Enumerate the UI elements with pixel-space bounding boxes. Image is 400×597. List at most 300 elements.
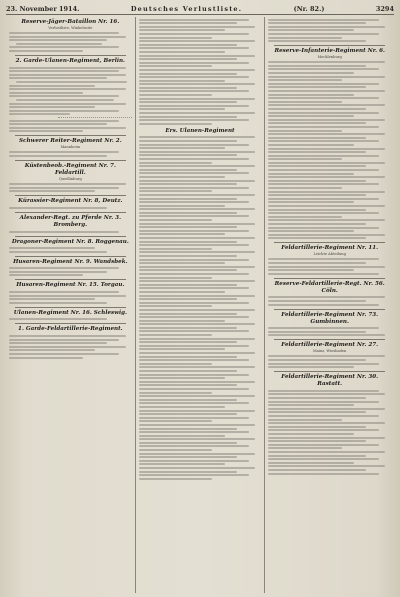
text-line <box>139 413 237 415</box>
text-line <box>268 469 366 471</box>
text-line <box>268 258 378 260</box>
text-line <box>139 356 237 358</box>
text-line <box>16 81 126 83</box>
text-line <box>268 419 342 421</box>
section <box>9 19 132 52</box>
section-heading: Reserve-Jäger-Bataillon Nr. 16. <box>21 19 120 25</box>
text-line <box>139 37 213 39</box>
text-line <box>139 445 249 447</box>
text-line <box>16 43 102 45</box>
text-line <box>268 90 385 92</box>
text-line <box>139 251 256 253</box>
header-date: 23. November 1914. <box>6 4 80 13</box>
text-line <box>139 87 237 89</box>
text-line <box>139 399 237 401</box>
text-line <box>268 205 385 207</box>
text-line <box>268 359 366 361</box>
text-line <box>268 266 385 268</box>
text-line <box>139 392 213 394</box>
dotted-separator <box>58 117 132 118</box>
text-line <box>9 32 119 34</box>
text-line <box>268 300 366 302</box>
text-line <box>268 176 385 178</box>
section-heading: Feldartillerie-Regiment Nr. 27. <box>281 342 379 349</box>
text-line <box>139 374 249 376</box>
section-heading: Ers. Ulanen-Regiment <box>165 127 235 134</box>
divider <box>15 236 126 237</box>
text-line <box>9 151 119 153</box>
text-line <box>9 183 126 185</box>
section <box>268 245 391 274</box>
text-line <box>139 244 249 246</box>
text-line <box>139 287 249 289</box>
text-line <box>268 462 354 464</box>
text-line <box>139 237 256 239</box>
page-header <box>6 3 394 15</box>
text-line <box>139 463 225 465</box>
divider <box>15 323 126 324</box>
text-line <box>9 335 126 337</box>
text-line <box>139 76 249 78</box>
text-line <box>9 110 119 112</box>
text-line <box>9 339 119 341</box>
text-line <box>268 212 378 214</box>
text-line <box>139 198 237 200</box>
section <box>9 198 132 209</box>
text-line <box>139 212 237 214</box>
text-line <box>139 366 256 368</box>
text-line <box>268 366 354 368</box>
text-line <box>139 471 237 473</box>
text-line <box>9 92 83 94</box>
text-line <box>139 223 256 225</box>
text-line <box>139 201 249 203</box>
text-line <box>139 384 237 386</box>
text-line <box>139 241 237 243</box>
text-line <box>139 410 256 412</box>
text-line <box>139 323 256 325</box>
text-line <box>139 47 249 49</box>
section <box>9 259 132 277</box>
text-line <box>139 298 237 300</box>
text-line <box>268 455 366 457</box>
text-line <box>268 122 366 124</box>
text-line <box>9 207 107 209</box>
text-line <box>139 435 225 437</box>
text-line <box>139 341 237 343</box>
text-line <box>139 40 256 42</box>
text-line <box>139 460 249 462</box>
text-line <box>9 77 107 79</box>
text-line <box>9 95 119 97</box>
text-line <box>139 453 256 455</box>
text-line <box>268 68 378 70</box>
text-line <box>139 165 256 167</box>
text-line <box>9 120 119 122</box>
text-line <box>139 467 256 469</box>
section-heading: Reserve-Infanterie-Regiment Nr. 6. <box>274 48 385 55</box>
divider <box>274 339 385 340</box>
text-line <box>139 330 249 332</box>
divider <box>274 45 385 46</box>
section-heading: Kürassier-Regiment Nr. 8, Deutz. <box>18 198 123 205</box>
text-line <box>268 219 385 221</box>
text-line <box>268 296 385 298</box>
text-line <box>268 165 366 167</box>
text-line <box>268 237 366 239</box>
text-line <box>268 29 354 31</box>
text-line <box>9 357 83 359</box>
text-line <box>268 433 354 435</box>
text-line <box>268 173 354 175</box>
text-line <box>139 377 225 379</box>
text-line <box>139 123 213 125</box>
text-line <box>139 428 237 430</box>
section <box>268 281 391 306</box>
header-page-number: 3294 <box>375 4 394 13</box>
section <box>268 374 391 474</box>
section-heading: Schwerer Reiter-Regiment Nr. 2. <box>19 138 122 145</box>
text-line <box>268 79 342 81</box>
text-line <box>268 26 385 28</box>
text-line <box>139 478 213 480</box>
text-line <box>268 61 385 63</box>
text-line <box>268 429 378 431</box>
text-line <box>268 198 378 200</box>
text-line <box>139 295 256 297</box>
text-line <box>139 112 256 114</box>
text-line <box>268 355 385 357</box>
text-line <box>268 426 366 428</box>
text-line <box>139 302 249 304</box>
section <box>9 282 132 303</box>
section-subheading: Mainz, Wiesbaden <box>312 349 347 354</box>
text-line <box>9 274 83 276</box>
text-line <box>268 119 385 121</box>
text-line <box>268 104 385 106</box>
text-line <box>139 348 225 350</box>
text-line <box>139 158 249 160</box>
text-line <box>139 51 225 53</box>
text-line <box>139 269 237 271</box>
text-line <box>268 22 366 24</box>
text-line <box>139 94 213 96</box>
text-line <box>268 137 366 139</box>
text-line <box>139 406 225 408</box>
text-line <box>139 456 237 458</box>
text-line <box>9 353 119 355</box>
text-line <box>139 22 237 24</box>
text-columns <box>6 17 394 593</box>
divider <box>15 135 126 136</box>
text-line <box>139 316 249 318</box>
text-line <box>9 187 119 189</box>
text-line <box>268 269 354 271</box>
text-line <box>139 291 225 293</box>
section-subheading: Leichte Abteilung <box>313 252 346 257</box>
text-line <box>268 216 342 218</box>
text-line <box>268 390 378 392</box>
text-line <box>268 126 378 128</box>
text-line <box>268 148 385 150</box>
text-line <box>268 72 354 74</box>
text-line <box>139 162 213 164</box>
text-line <box>139 144 249 146</box>
text-line <box>268 97 378 99</box>
text-line <box>139 55 256 57</box>
text-line <box>268 183 378 185</box>
text-line <box>139 388 249 390</box>
text-line <box>9 103 126 105</box>
text-line <box>139 327 237 329</box>
divider <box>15 212 126 213</box>
text-line <box>268 140 378 142</box>
text-line <box>268 397 366 399</box>
text-line <box>139 305 213 307</box>
text-line <box>139 69 256 71</box>
column-left <box>6 17 135 593</box>
section-heading: 1. Garde-Feldartillerie-Regiment. <box>18 326 123 333</box>
text-line <box>139 44 237 46</box>
text-line <box>139 266 256 268</box>
text-line <box>139 215 249 217</box>
text-line <box>268 194 366 196</box>
text-line <box>9 251 107 253</box>
text-line <box>139 33 249 35</box>
section <box>9 138 132 157</box>
text-line <box>139 180 256 182</box>
text-line <box>139 29 225 31</box>
text-line <box>139 262 225 264</box>
text-line <box>268 180 366 182</box>
text-line <box>9 231 119 233</box>
section-heading: Feldartillerie-Regiment Nr. 11. <box>281 245 379 252</box>
text-line <box>139 62 249 64</box>
text-line <box>268 108 366 110</box>
text-line <box>139 19 249 21</box>
text-line <box>9 85 95 87</box>
text-line <box>268 209 366 211</box>
text-line <box>139 320 225 322</box>
text-line <box>139 255 237 257</box>
text-line <box>139 80 225 82</box>
text-line <box>139 101 237 103</box>
text-line <box>139 151 256 153</box>
section-heading: Ulanen-Regiment Nr. 16. Schleswig. <box>13 309 127 316</box>
text-line <box>139 420 213 422</box>
text-line <box>9 349 95 351</box>
text-line <box>268 151 366 153</box>
section <box>9 215 132 233</box>
text-line <box>139 108 225 110</box>
text-line <box>268 37 342 39</box>
text-line <box>9 247 95 249</box>
text-line <box>268 415 378 417</box>
text-line <box>268 223 366 225</box>
text-line <box>139 147 225 149</box>
text-line <box>139 183 237 185</box>
text-line <box>268 451 385 453</box>
text-line <box>268 334 385 336</box>
text-line <box>268 234 385 236</box>
section <box>9 326 132 358</box>
divider <box>15 256 126 257</box>
text-line <box>139 136 256 138</box>
text-line <box>139 442 237 444</box>
text-line <box>9 346 126 348</box>
text-line <box>139 73 237 75</box>
text-line <box>268 133 385 135</box>
text-line <box>268 363 378 365</box>
text-line <box>268 393 385 395</box>
text-line <box>139 187 249 189</box>
text-line <box>268 86 366 88</box>
text-line <box>139 273 249 275</box>
text-line <box>268 304 378 306</box>
column-middle <box>135 17 265 593</box>
section <box>9 239 132 253</box>
text-line <box>139 116 237 118</box>
text-line <box>139 359 249 361</box>
text-line <box>9 74 126 76</box>
text-line <box>268 447 342 449</box>
text-line <box>268 444 378 446</box>
text-line <box>268 458 378 460</box>
text-line <box>139 313 237 315</box>
text-line <box>268 408 385 410</box>
text-line <box>139 248 213 250</box>
text-line <box>139 58 237 60</box>
text-line <box>139 352 256 354</box>
text-line <box>268 158 342 160</box>
header-issue: (Nr. 82.) <box>293 4 325 13</box>
text-line <box>139 154 237 156</box>
divider <box>15 55 126 56</box>
text-line <box>268 327 378 329</box>
text-line <box>268 191 385 193</box>
text-line <box>268 19 378 21</box>
text-line <box>139 233 225 235</box>
text-line <box>139 119 249 121</box>
text-line <box>139 226 237 228</box>
section <box>139 128 262 480</box>
text-line <box>9 46 119 48</box>
text-line <box>139 194 256 196</box>
text-line <box>139 334 213 336</box>
text-line <box>268 262 366 264</box>
text-line <box>9 88 126 90</box>
text-line <box>9 70 119 72</box>
section <box>268 19 391 43</box>
text-line <box>268 401 378 403</box>
divider <box>15 307 126 308</box>
section-heading: Husaren-Regiment Nr. 9. Wandsbek. <box>13 258 128 265</box>
text-line <box>268 440 366 442</box>
text-line <box>268 115 354 117</box>
section-subheading: Mecklenburg <box>317 55 342 60</box>
text-line <box>139 219 213 221</box>
text-line <box>139 169 237 171</box>
divider <box>274 309 385 310</box>
text-line <box>268 227 378 229</box>
text-line <box>268 201 354 203</box>
text-line <box>9 302 107 304</box>
text-line <box>9 123 107 125</box>
text-line <box>9 342 107 344</box>
divider <box>15 160 126 161</box>
text-line <box>139 417 249 419</box>
section <box>268 342 391 368</box>
text-line <box>139 277 213 279</box>
text-line <box>268 112 378 114</box>
divider <box>274 242 385 243</box>
divider <box>15 279 126 280</box>
text-line <box>9 295 126 297</box>
text-line <box>268 273 378 275</box>
text-line <box>9 113 70 115</box>
text-line <box>9 155 107 157</box>
text-line <box>268 187 342 189</box>
text-line <box>139 345 249 347</box>
section <box>9 310 132 321</box>
section-heading: Dragoner-Regiment Nr. 8. Roggenau. <box>11 238 129 245</box>
text-line <box>268 94 354 96</box>
text-line <box>139 259 249 261</box>
text-line <box>268 40 366 42</box>
text-line <box>268 101 342 103</box>
text-line <box>139 26 256 28</box>
text-line <box>9 67 126 69</box>
text-line <box>9 298 95 300</box>
column-right <box>264 17 394 593</box>
text-line <box>139 402 249 404</box>
text-line <box>9 291 119 293</box>
text-line <box>268 65 366 67</box>
text-line <box>139 370 237 372</box>
text-line <box>139 230 249 232</box>
text-line <box>268 155 378 157</box>
text-line <box>9 267 119 269</box>
text-line <box>139 65 213 67</box>
text-line <box>139 431 249 433</box>
text-line <box>268 76 385 78</box>
text-line <box>139 98 256 100</box>
text-line <box>268 473 378 475</box>
text-line <box>9 271 107 273</box>
text-line <box>268 83 378 85</box>
section <box>268 312 391 337</box>
text-line <box>268 230 354 232</box>
text-line <box>139 190 213 192</box>
text-line <box>9 39 107 41</box>
section <box>268 48 391 239</box>
text-line <box>268 169 378 171</box>
divider <box>274 371 385 372</box>
text-line <box>139 280 256 282</box>
text-line <box>139 140 237 142</box>
text-line <box>268 411 366 413</box>
text-line <box>268 422 385 424</box>
text-line <box>139 438 256 440</box>
section-subheading: Mannheim <box>60 145 81 150</box>
section-subheading: Verlustliste, Winkelseite <box>48 26 93 30</box>
text-line <box>139 205 225 207</box>
section <box>9 58 132 132</box>
text-line <box>9 190 95 192</box>
section-heading: Reserve-Feldartillerie-Regt. Nr. 56. Cöln. <box>274 280 385 294</box>
text-line <box>268 437 385 439</box>
text-line <box>139 208 256 210</box>
